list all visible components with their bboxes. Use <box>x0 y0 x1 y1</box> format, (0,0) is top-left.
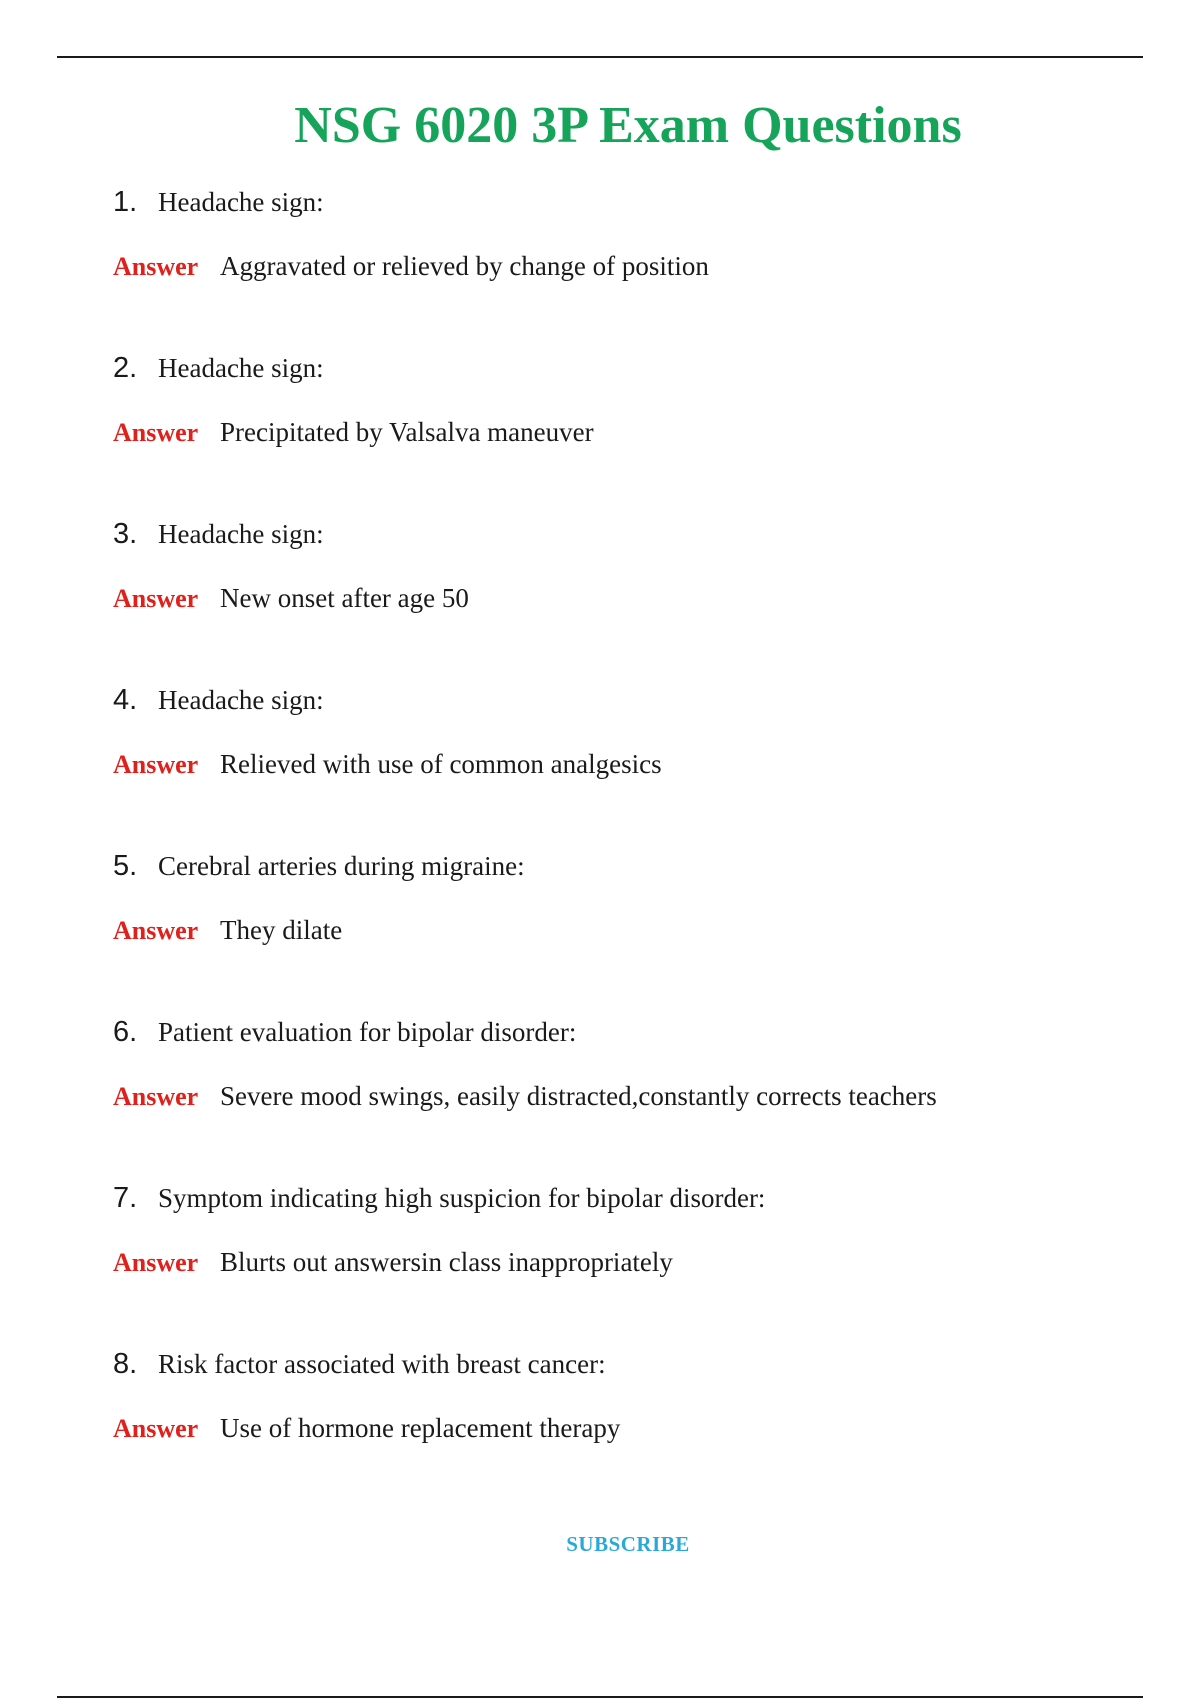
question-text: Symptom indicating high suspicion for bipolar disorder: <box>158 1183 766 1213</box>
question <box>113 1176 765 1220</box>
question-number: 4. <box>113 684 138 716</box>
answer-label: Answer <box>113 1248 199 1277</box>
bottom-rule <box>57 1696 1143 1698</box>
question-text: Cerebral arteries during migraine: <box>158 851 525 881</box>
qa-item-7 <box>113 1176 1113 1342</box>
qa-item-5 <box>113 844 1113 1010</box>
question-number: 3. <box>113 518 138 550</box>
answer-text: Blurts out answersin class inappropriately <box>220 1247 673 1277</box>
answer-text: Use of hormone replacement therapy <box>220 1413 621 1443</box>
question <box>113 844 525 888</box>
answer-label: Answer <box>113 916 199 945</box>
answer-text: Aggravated or relieved by change of position <box>220 251 709 281</box>
answer-label: Answer <box>113 252 199 281</box>
answer <box>113 578 469 618</box>
qa-item-8 <box>113 1342 1113 1508</box>
answer <box>113 1408 620 1448</box>
answer-text: Relieved with use of common analgesics <box>220 749 662 779</box>
question-number: 7. <box>113 1182 138 1214</box>
question-number: 2. <box>113 352 138 384</box>
top-rule <box>57 56 1143 58</box>
question-number: 5. <box>113 850 138 882</box>
answer <box>113 910 342 950</box>
question-number: 8. <box>113 1348 138 1380</box>
answer <box>113 1242 673 1282</box>
answer <box>113 246 709 286</box>
question <box>113 1010 576 1054</box>
question-number: 1. <box>113 186 138 218</box>
answer-text: They dilate <box>220 915 343 945</box>
answer-label: Answer <box>113 1414 199 1443</box>
answer-label: Answer <box>113 584 199 613</box>
question <box>113 180 324 224</box>
qa-item-1 <box>113 180 1113 346</box>
answer-label: Answer <box>113 750 199 779</box>
qa-item-4 <box>113 678 1113 844</box>
answer-text: Precipitated by Valsalva maneuver <box>220 417 594 447</box>
question <box>113 1342 606 1386</box>
page-title: NSG 6020 3P Exam Questions <box>294 96 962 154</box>
question-text: Headache sign: <box>158 353 324 383</box>
answer <box>113 1076 937 1116</box>
question-text: Headache sign: <box>158 187 324 217</box>
question-list <box>113 180 1113 1508</box>
qa-item-6 <box>113 1010 1113 1176</box>
answer <box>113 744 662 784</box>
question <box>113 678 324 722</box>
question-text: Headache sign: <box>158 519 324 549</box>
qa-item-3 <box>113 512 1113 678</box>
answer-label: Answer <box>113 418 199 447</box>
question-number: 6. <box>113 1016 138 1048</box>
qa-item-2 <box>113 346 1113 512</box>
answer-label: Answer <box>113 1082 199 1111</box>
question <box>113 346 324 390</box>
subscribe-link[interactable]: SUBSCRIBE <box>566 1532 690 1556</box>
question <box>113 512 324 556</box>
answer <box>113 412 594 452</box>
question-text: Patient evaluation for bipolar disorder: <box>158 1017 577 1047</box>
question-text: Headache sign: <box>158 685 324 715</box>
question-text: Risk factor associated with breast cancer: <box>158 1349 606 1379</box>
answer-text: Severe mood swings, easily distracted,constantly corrects teachers <box>220 1081 937 1111</box>
answer-text: New onset after age 50 <box>220 583 469 613</box>
